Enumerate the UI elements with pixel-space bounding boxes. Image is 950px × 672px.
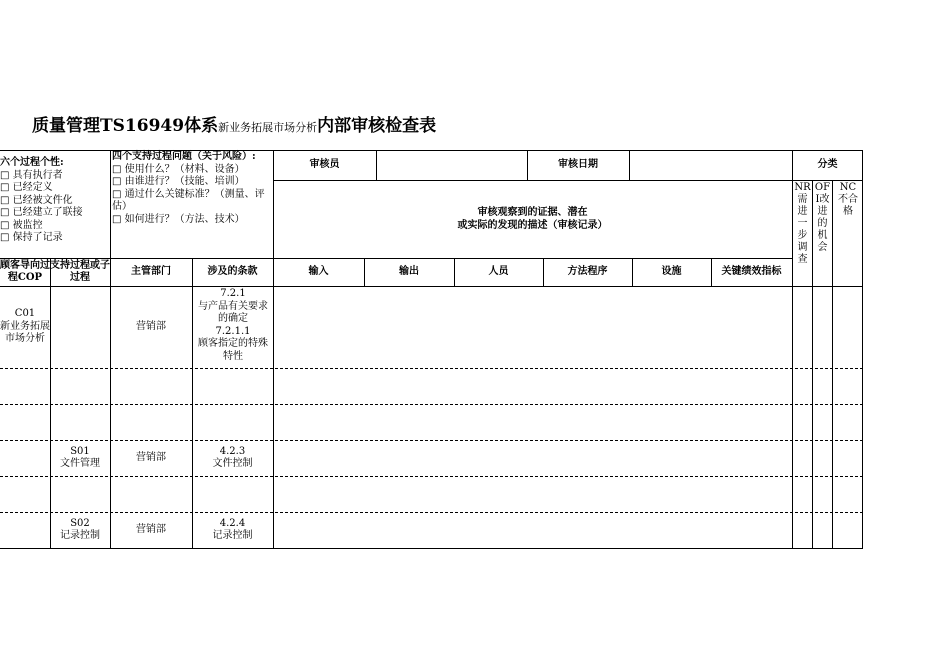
row3-support: S02 记录控制 <box>60 517 100 541</box>
table-right-border <box>862 150 863 548</box>
col-divider <box>792 150 793 548</box>
col-clauses: 涉及的条款 <box>207 265 258 277</box>
observation-line: 审核观察到的证据、潜在 <box>477 207 588 218</box>
row1-dept: 营销部 <box>136 320 166 332</box>
col-input: 输入 <box>308 265 329 277</box>
table-bottom-border <box>0 548 863 549</box>
row2-support: S01 文件管理 <box>60 445 100 469</box>
row1-cop: C01 新业务拓展市场分析 <box>0 308 50 345</box>
col-customer-process: 顾客导向过程COP <box>0 260 50 283</box>
title-suffix: 内部审核检查表 <box>317 116 437 136</box>
classification-label: 分类 <box>817 158 838 170</box>
col-support-process: 支持过程或子过程 <box>50 260 110 283</box>
four-support-block <box>112 151 272 226</box>
row1-support <box>50 286 110 368</box>
col-facility: 设施 <box>661 265 682 277</box>
col-personnel: 人员 <box>488 265 509 277</box>
six-process-item: □ 被监控 <box>0 219 43 231</box>
col-method: 方法程序 <box>567 265 608 277</box>
audit-date-label: 审核日期 <box>558 158 598 170</box>
row2-dept: 营销部 <box>136 451 166 463</box>
nc-label: NC不合格 <box>838 182 858 217</box>
auditor-row-bottom <box>273 180 792 181</box>
row-divider <box>0 476 863 477</box>
classification-row-bottom <box>792 180 863 181</box>
title-middle: 新业务拓展市场分析 <box>218 121 318 134</box>
six-process-item: □ 已经建立了联接 <box>0 207 83 218</box>
four-support-item: □ 如何进行？（方法、技术） <box>112 213 245 225</box>
row-divider <box>0 404 863 405</box>
row3-dept: 营销部 <box>136 523 166 535</box>
col-divider <box>832 180 833 548</box>
audit-date-value[interactable] <box>629 150 792 180</box>
six-process-item: □ 保持了记录 <box>0 232 63 243</box>
six-process-item: □ 已经定义 <box>0 182 53 193</box>
four-support-item: □ 由谁进行？（技能、培训） <box>112 176 245 187</box>
ofi-label: OFI改进的机会 <box>814 182 831 253</box>
col-output: 输出 <box>399 265 419 277</box>
observation-line: 或实际的发现的描述（审核记录） <box>457 219 608 231</box>
four-support-heading: 四个支持过程问题（关于风险）: <box>112 151 256 162</box>
page-title <box>32 116 436 138</box>
six-process-item: □ 具有执行者 <box>0 169 63 181</box>
title-prefix: 质量管理TS16949体系 <box>32 116 219 136</box>
observation-heading <box>273 207 792 232</box>
four-support-item: □ 通过什么关键标准？（测量、评估） <box>112 188 265 212</box>
four-support-item: □ 使用什么？（材料、设备） <box>112 163 245 175</box>
row3-clause: 4.2.4 记录控制 <box>212 517 253 541</box>
col-kpi: 关键绩效指标 <box>721 265 782 277</box>
nr-label: NR需进一步调查 <box>794 182 811 265</box>
row-divider <box>0 368 863 369</box>
row1-clause: 7.2.1 与产品有关要求的确定 7.2.1.1 顾客指定的特殊特性 <box>198 288 268 362</box>
col-dept: 主管部门 <box>131 265 171 277</box>
row2-cop <box>0 440 50 476</box>
six-process-heading: 六个过程个性: <box>0 157 64 168</box>
row2-clause: 4.2.3 文件控制 <box>212 445 253 469</box>
auditor-label: 审核员 <box>309 158 340 170</box>
row3-cop <box>0 512 50 548</box>
six-process-block <box>0 157 108 245</box>
col-divider <box>192 258 193 548</box>
six-process-item: □ 已经被文件化 <box>0 194 73 206</box>
auditor-value[interactable] <box>376 150 527 180</box>
